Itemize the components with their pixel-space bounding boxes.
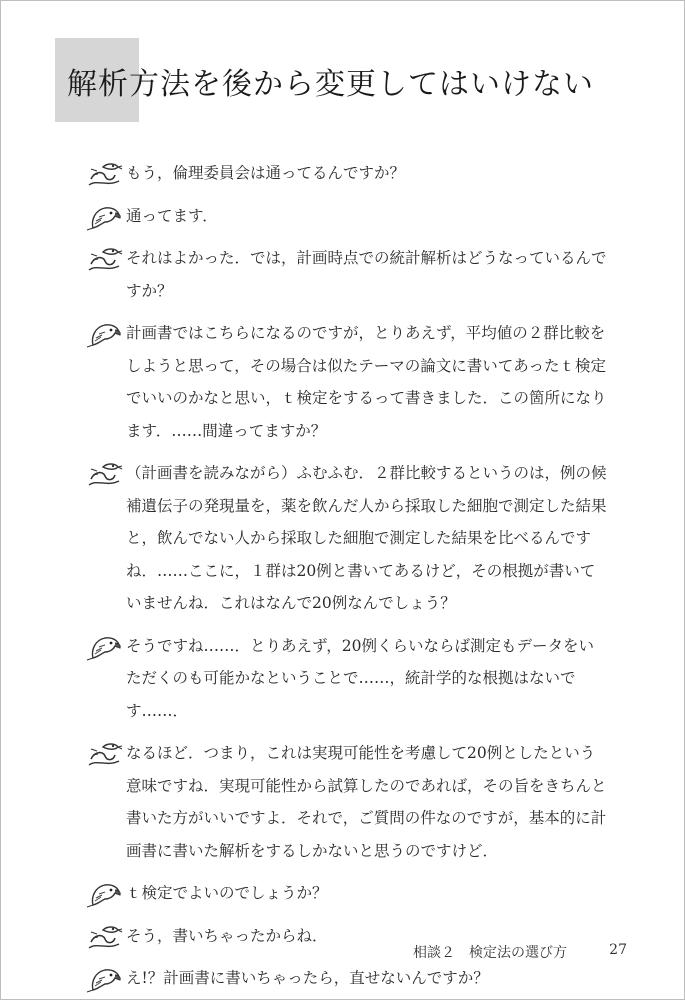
page-number: 27 xyxy=(609,942,627,958)
dialogue-entry xyxy=(85,962,607,995)
dialogue xyxy=(85,157,607,1005)
dialogue-entry xyxy=(85,737,607,867)
dialogue-text: え!？計画書に書いちゃったら，直せないんですか？ xyxy=(126,969,489,987)
hawk-icon xyxy=(85,964,123,994)
hawk-icon xyxy=(85,202,123,232)
hawk-icon xyxy=(85,319,123,349)
hawk-icon xyxy=(85,879,123,909)
snake-icon xyxy=(85,922,123,952)
snake-icon xyxy=(85,739,123,769)
dialogue-text: 通ってます． xyxy=(126,206,218,225)
page-title: 解析方法を後から変更してはいけない xyxy=(67,67,594,102)
snake-icon xyxy=(85,159,123,189)
dialogue-entry xyxy=(85,157,607,190)
dialogue-text: ｔ検定でよいのでしょうか？ xyxy=(126,884,328,902)
dialogue-text: なるほど．つまり，これは実現可能性を考慮して20例としたという意味ですね．実現可能性から試算したのであれば，その旨をきちんと書いた方がいいですよ．それで，ご質問の件なのですが，基本的に計画書に書いた解析をするしかないと思うのですけど． xyxy=(126,744,607,860)
dialogue-text: そうですね……．とりあえず，20例くらいならば測定もデータをいただくのも可能かなということで……，統計学的な根拠はないです……． xyxy=(126,636,594,720)
dialogue-entry xyxy=(85,457,607,620)
dialogue-entry xyxy=(85,242,607,307)
dialogue-text: そう，書いちゃったからね． xyxy=(126,926,328,945)
snake-icon xyxy=(85,459,123,489)
dialogue-entry xyxy=(85,877,607,910)
dialogue-entry xyxy=(85,317,607,447)
dialogue-text: それはよかった．では，計画時点での統計解析はどうなっているんですか？ xyxy=(126,249,607,300)
dialogue-text: もう，倫理委員会は通ってるんですか？ xyxy=(126,164,406,182)
dialogue-text: （計画書を読みながら）ふむふむ．２群比較するというのは，例の候補遺伝子の発現量を，薬を飲んだ人から採取した細胞で測定した結果と，飲んでない人から採取した細胞で測定した結果を比べるんですね．……ここに，１群は20例と書いてあるけど，その根拠が書いていませんね．これはなんで20例なんでしょう？ xyxy=(126,464,607,612)
dialogue-entry xyxy=(85,200,607,233)
dialogue-entry xyxy=(85,630,607,728)
chapter-label: 相談２ 検定法の選び方 xyxy=(413,945,567,961)
dialogue-text: 計画書ではこちらになるのですが，とりあえず，平均値の２群比較をしようと思って，その場合は似たテーマの論文に書いてあったｔ検定でいいのかなと思い，ｔ検定をするって書きました．この箇所になります．……間違ってますか？ xyxy=(126,324,607,440)
snake-icon xyxy=(85,244,123,274)
hawk-icon xyxy=(85,632,123,662)
